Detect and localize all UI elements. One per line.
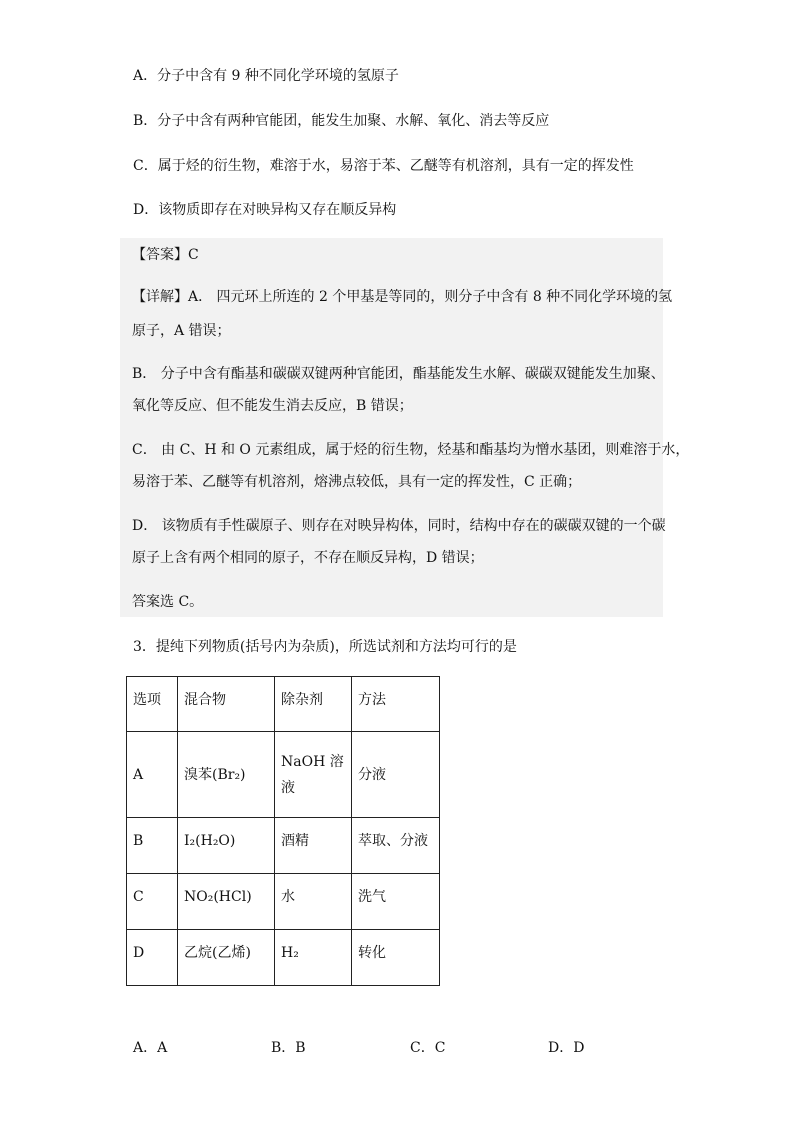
table-cell: D: [127, 930, 178, 986]
table-row: [127, 732, 440, 818]
table-header: 混合物: [178, 677, 275, 732]
table-cell: 酒精: [275, 818, 352, 874]
detail-label: 【详解】: [132, 289, 188, 305]
table-header: 除杂剂: [275, 677, 352, 732]
option-d: D．该物质即存在对映异构又存在顺反异构: [133, 202, 397, 218]
answer-line-6: 易溶于苯、乙醚等有机溶剂，熔沸点较低，具有一定的挥发性，C 正确；: [132, 474, 582, 490]
answer-block: [120, 238, 690, 617]
table-cell: NaOH 溶液: [275, 732, 352, 818]
table-header: 方法: [352, 677, 440, 732]
answer-line-5: C． 由 C、H 和 O 元素组成，属于烃的衍生物，烃基和酯基均为憎水基团，则难溶于水，: [132, 442, 690, 458]
answer-line-2: 原子，A 错误；: [132, 323, 231, 339]
choice-a[interactable]: A．A: [133, 1040, 168, 1056]
answer-line-3: B． 分子中含有酯基和碳碳双键两种官能团，酯基能发生水解、碳碳双键能发生加聚、: [132, 366, 665, 382]
table-cell: 洗气: [352, 874, 440, 930]
choice-b[interactable]: B．B: [271, 1040, 306, 1056]
answer-label: 【答案】C: [132, 247, 199, 263]
answer-line-4: 氧化等反应、但不能发生消去反应，B 错误；: [132, 398, 413, 414]
table-cell: B: [127, 818, 178, 874]
option-a: A．分子中含有 9 种不同化学环境的氢原子: [133, 68, 399, 84]
table-row: [127, 930, 440, 986]
choice-c[interactable]: C．C: [410, 1040, 446, 1056]
answer-conclusion: 答案选 C。: [132, 594, 204, 610]
table-header: 选项: [127, 677, 178, 732]
answer-line-7: D． 该物质有手性碳原子、则存在对映异构体，同时，结构中存在的碳碳双键的一个碳: [132, 518, 666, 534]
option-c: C．属于烃的衍生物，难溶于水，易溶于苯、乙醚等有机溶剂，具有一定的挥发性: [133, 158, 634, 174]
choice-d[interactable]: D．D: [548, 1040, 585, 1056]
table-cell: 转化: [352, 930, 440, 986]
question-3-stem: 3．提纯下列物质(括号内为杂质)，所选试剂和方法均可行的是: [133, 639, 517, 655]
answer-choices: [133, 1037, 693, 1057]
table-row: [127, 818, 440, 874]
table-cell: 萃取、分液: [352, 818, 440, 874]
table-cell: NO₂(HCl): [178, 874, 275, 930]
table-cell: C: [127, 874, 178, 930]
table-cell: I₂(H₂O): [178, 818, 275, 874]
table-row: [127, 874, 440, 930]
table-cell: A: [127, 732, 178, 818]
option-b: B．分子中含有两种官能团，能发生加聚、水解、氧化、消去等反应: [133, 113, 550, 129]
table-cell: 溴苯(Br₂): [178, 732, 275, 818]
table-header-row: [127, 677, 440, 732]
table-cell: H₂: [275, 930, 352, 986]
answer-line-8: 原子上含有两个相同的原子，不存在顺反异构，D 错误；: [132, 550, 484, 566]
table-cell: 分液: [352, 732, 440, 818]
table-cell: 乙烷(乙烯): [178, 930, 275, 986]
table-cell: 水: [275, 874, 352, 930]
answer-line-1: 【详解】A． 四元环上所连的 2 个甲基是等同的，则分子中含有 8 种不同化学环境的氢: [132, 289, 673, 305]
purification-table: [126, 676, 440, 986]
